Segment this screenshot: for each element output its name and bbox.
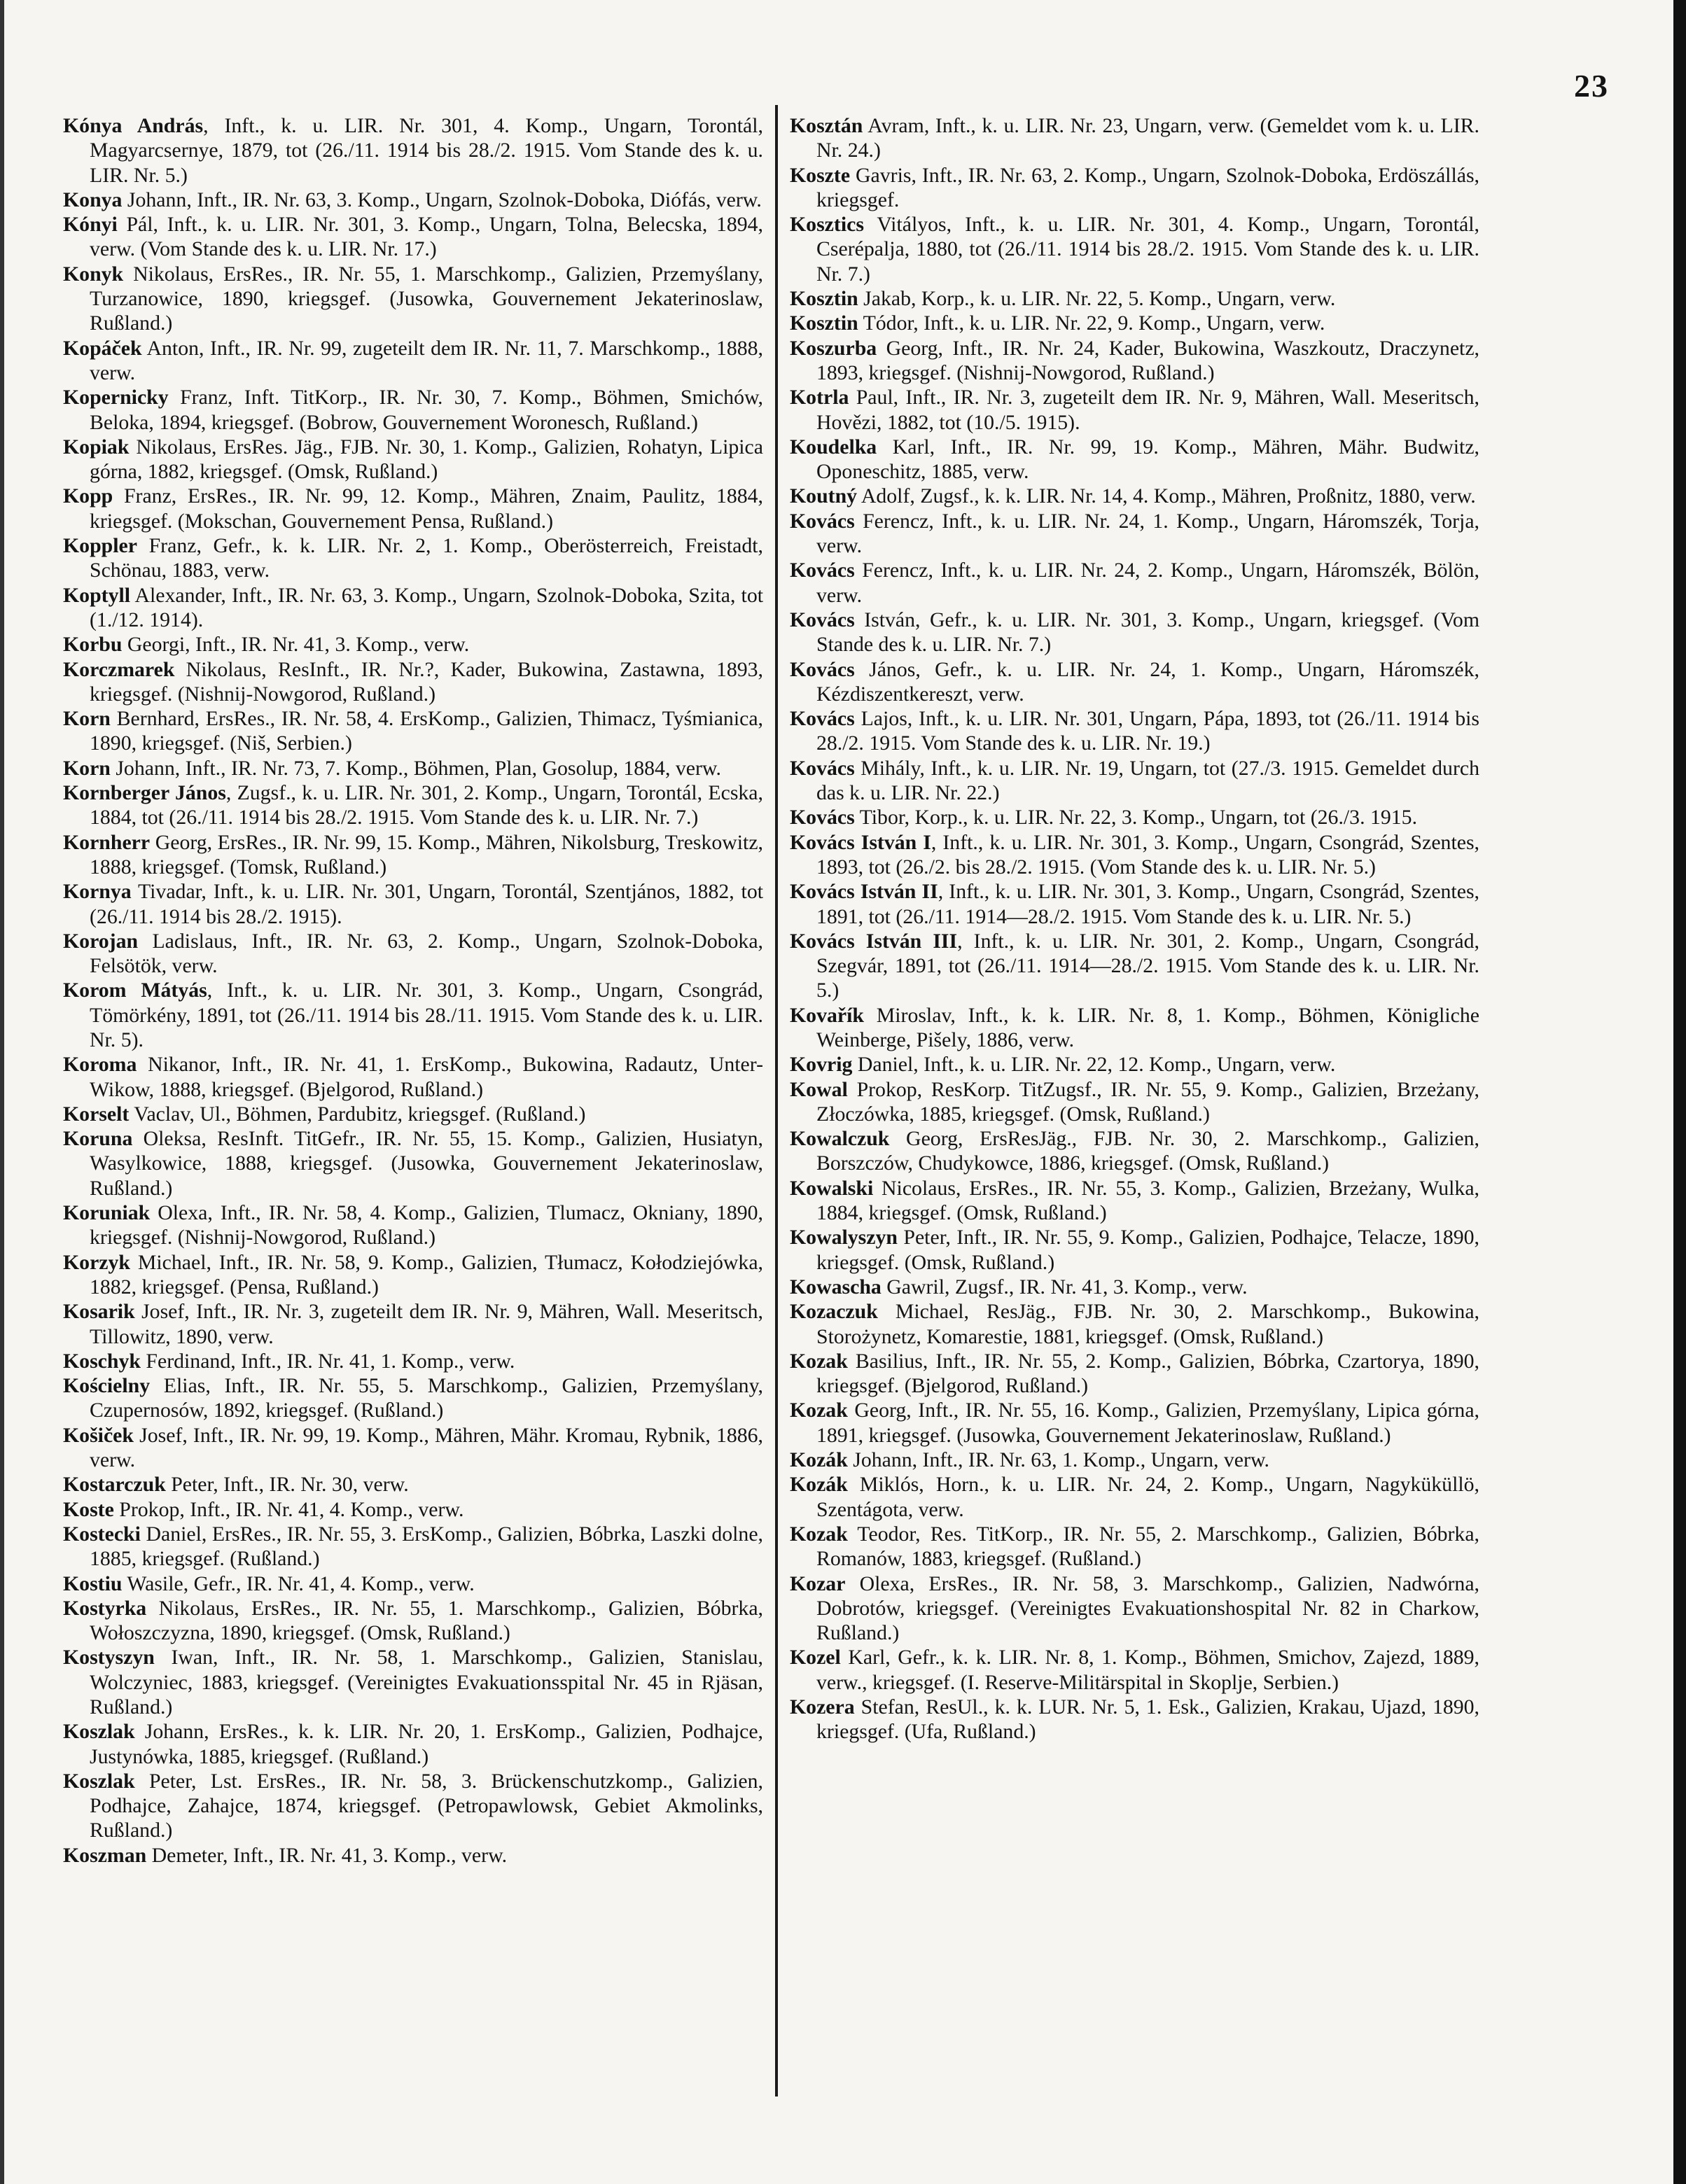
entry-details: Lajos, Inft., k. u. LIR. Nr. 301, Ungarn, Pápa, 1893, tot (26./11. 1914 bis 28./2. 1915. Vom Stande des k. u. LIR. Nr. 19.) bbox=[816, 707, 1479, 755]
entry-surname: Kozera bbox=[790, 1695, 855, 1718]
entry-surname: Kozak bbox=[790, 1522, 848, 1546]
casualty-entry bbox=[63, 706, 763, 756]
entry-surname: Korczmarek bbox=[63, 657, 175, 681]
entry-details: Peter, Inft., IR. Nr. 30, verw. bbox=[165, 1473, 409, 1497]
casualty-entry bbox=[63, 262, 763, 336]
casualty-entry bbox=[790, 1349, 1479, 1399]
entry-surname: Kosarik bbox=[63, 1300, 135, 1324]
entry-surname: Kornberger János bbox=[63, 781, 226, 805]
entry-details: Ladislaus, Inft., IR. Nr. 63, 2. Komp., Ungarn, Szolnok-Doboka, Felsötök, verw. bbox=[90, 929, 763, 978]
column-divider bbox=[775, 105, 778, 2096]
casualty-entry bbox=[63, 830, 763, 880]
entry-details: Prokop, ResKorp. TitZugsf., IR. Nr. 55, 9. Komp., Galizien, Brzeżany, Złoczówka, 1885, kriegsgef. (Omsk, Rußland.) bbox=[816, 1077, 1479, 1126]
casualty-entry bbox=[63, 1299, 763, 1349]
casualty-entry bbox=[63, 1126, 763, 1200]
entry-details: Ferencz, Inft., k. u. LIR. Nr. 24, 1. Komp., Ungarn, Háromszék, Torja, verw. bbox=[816, 509, 1479, 558]
entry-details: Basilius, Inft., IR. Nr. 55, 2. Komp., Galizien, Bóbrka, Czartorya, 1890, kriegsgef. (Bjelgorod, Rußland.) bbox=[816, 1349, 1479, 1398]
entry-surname: Kovařík bbox=[790, 1003, 864, 1027]
entry-details: Alexander, Inft., IR. Nr. 63, 3. Komp., Ungarn, Szolnok-Doboka, Szita, tot (1./12. 1914). bbox=[90, 583, 763, 631]
entry-surname: Koszlak bbox=[63, 1720, 135, 1744]
entry-details: Franz, Inft. TitKorp., IR. Nr. 30, 7. Komp., Böhmen, Smichów, Beloka, 1894, kriegsgef. (Bobrow, Gouvernement Woronesch, Rußland.) bbox=[90, 386, 763, 434]
entry-surname: Kosztics bbox=[790, 213, 864, 237]
casualty-entry bbox=[790, 1472, 1479, 1522]
entry-surname: Konyk bbox=[63, 262, 124, 286]
entry-details: Nikolaus, ResInft., IR. Nr.?, Kader, Bukowina, Zastawna, 1893, kriegsgef. (Nishnij-Nowgorod, Rußland.) bbox=[90, 657, 763, 706]
entry-surname: Kopernicky bbox=[63, 386, 169, 410]
entry-details: Franz, ErsRes., IR. Nr. 99, 12. Komp., Mähren, Znaim, Paulitz, 1884, kriegsgef. (Mokschan, Gouvernement Pensa, Rußland.) bbox=[90, 484, 763, 533]
right-column bbox=[790, 113, 1479, 1744]
entry-details: Josef, Inft., IR. Nr. 3, zugeteilt dem IR. Nr. 9, Mähren, Wall. Meseritsch, Tillowitz, 1890, verw. bbox=[90, 1300, 763, 1348]
entry-details: , Inft., k. u. LIR. Nr. 301, 3. Komp., Ungarn, Csongrád, Szentes, 1891, tot (26./11. 1914—28./2. 1915. Vom Stande des k. u. LIR. Nr. 5.) bbox=[816, 880, 1479, 928]
casualty-entry bbox=[790, 805, 1479, 830]
casualty-entry bbox=[790, 163, 1479, 213]
entry-surname: Kovács István I bbox=[790, 830, 931, 854]
entry-surname: Kovács bbox=[790, 559, 855, 582]
casualty-entry bbox=[790, 1077, 1479, 1127]
entry-surname: Kowalski bbox=[790, 1176, 874, 1200]
entry-details: , Inft., k. u. LIR. Nr. 301, 3. Komp., Ungarn, Csongrád, Tömörkény, 1891, tot (26./11. 1914 bis 28./11. 1915. Vom Stande des k. u. LIR. Nr. 5). bbox=[90, 979, 763, 1051]
casualty-entry bbox=[790, 1003, 1479, 1053]
left-column bbox=[63, 113, 763, 1868]
entry-surname: Kozak bbox=[790, 1399, 848, 1422]
entry-details: Nicolaus, ErsRes., IR. Nr. 55, 3. Komp., Galizien, Brzeżany, Wulka, 1884, kriegsgef. (Omsk, Rußland.) bbox=[816, 1176, 1479, 1225]
casualty-entry bbox=[63, 336, 763, 386]
entry-surname: Kowascha bbox=[790, 1275, 882, 1298]
casualty-entry bbox=[63, 533, 763, 583]
entry-details: Johann, Inft., IR. Nr. 63, 3. Komp., Ungarn, Szolnok-Doboka, Diófás, verw. bbox=[122, 188, 762, 211]
casualty-entry bbox=[63, 435, 763, 484]
casualty-entry bbox=[790, 1572, 1479, 1646]
entry-details: Oleksa, ResInft. TitGefr., IR. Nr. 55, 15. Komp., Galizien, Husiatyn, Wasylkowice, 1888, kriegsgef. (Jusowka, Gouvernement Jekaterinoslaw, Rußland.) bbox=[90, 1127, 763, 1200]
entry-details: Josef, Inft., IR. Nr. 99, 19. Komp., Mähren, Mähr. Kromau, Rybnik, 1886, verw. bbox=[90, 1423, 763, 1472]
casualty-entry bbox=[790, 706, 1479, 756]
entry-surname: Koszman bbox=[63, 1843, 147, 1867]
casualty-entry bbox=[63, 385, 763, 435]
entry-details: Avram, Inft., k. u. LIR. Nr. 23, Ungarn, verw. (Gemeldet vom k. u. LIR. Nr. 24.) bbox=[816, 114, 1479, 162]
entry-details: , Inft., k. u. LIR. Nr. 301, 2. Komp., Ungarn, Csongrád, Szegvár, 1891, tot (26./11. 1914—28./2. 1915. Vom Stande des k. u. LIR. Nr. 5.) bbox=[816, 929, 1479, 1002]
entry-details: Vitályos, Inft., k. u. LIR. Nr. 301, 4. Komp., Ungarn, Torontál, Cserépalja, 1880, tot (26./11. 1914 bis 28./2. 1915. Vom Stande des k. u. LIR. Nr. 7.) bbox=[816, 213, 1479, 286]
entry-surname: Kovács István II bbox=[790, 880, 938, 904]
entry-surname: Koruniak bbox=[63, 1201, 151, 1225]
entry-surname: Kostyszyn bbox=[63, 1646, 155, 1670]
entry-details: Gavris, Inft., IR. Nr. 63, 2. Komp., Ungarn, Szolnok-Doboka, Erdöszállás, kriegsgef. bbox=[816, 163, 1479, 211]
entry-surname: Kozák bbox=[790, 1448, 848, 1472]
entry-surname: Kovács bbox=[790, 657, 855, 681]
entry-surname: Kovács bbox=[790, 806, 855, 830]
entry-details: Georg, Inft., IR. Nr. 24, Kader, Bukowina, Waszkoutz, Draczynetz, 1893, kriegsgef. (Nishnij-Nowgorod, Rußland.) bbox=[816, 336, 1479, 384]
entry-surname: Korojan bbox=[63, 929, 139, 953]
entry-surname: Koptyll bbox=[63, 583, 131, 607]
entry-surname: Košiček bbox=[63, 1423, 134, 1447]
entry-surname: Kostecki bbox=[63, 1522, 141, 1546]
entry-details: Vaclav, Ul., Böhmen, Pardubitz, kriegsgef. (Rußland.) bbox=[129, 1102, 586, 1126]
entry-details: Bernhard, ErsRes., IR. Nr. 58, 4. ErsKomp., Galizien, Thimacz, Tyśmianica, 1890, kriegsgef. (Niš, Serbien.) bbox=[90, 707, 763, 755]
casualty-entry bbox=[790, 385, 1479, 435]
entry-details: Ferdinand, Inft., IR. Nr. 41, 1. Komp., verw. bbox=[140, 1349, 515, 1373]
entry-surname: Korn bbox=[63, 756, 111, 780]
entry-details: Wasile, Gefr., IR. Nr. 41, 4. Komp., verw. bbox=[122, 1572, 475, 1595]
entry-surname: Kościelny bbox=[63, 1374, 151, 1398]
entry-surname: Kovrig bbox=[790, 1053, 853, 1077]
entry-details: István, Gefr., k. u. LIR. Nr. 301, 3. Komp., Ungarn, kriegsgef. (Vom Stande des k. u. LIR. Nr. 7.) bbox=[816, 608, 1479, 657]
entry-surname: Kotrla bbox=[790, 386, 849, 410]
entry-details: Georgi, Inft., IR. Nr. 41, 3. Komp., verw. bbox=[122, 633, 470, 657]
entry-details: Nikolaus, ErsRes., IR. Nr. 55, 1. Marschkomp., Galizien, Przemyślany, Turzanowice, 1890, kriegsgef. (Jusowka, Gouvernement Jekaterinoslaw, Rußland.) bbox=[90, 262, 763, 335]
casualty-entry bbox=[63, 1719, 763, 1769]
entry-surname: Kopáček bbox=[63, 336, 142, 360]
casualty-entry bbox=[790, 1398, 1479, 1448]
casualty-entry bbox=[790, 286, 1479, 311]
casualty-entry bbox=[790, 1126, 1479, 1176]
casualty-entry bbox=[790, 756, 1479, 806]
entry-details: Georg, ErsRes., IR. Nr. 99, 15. Komp., Mähren, Nikolsburg, Treskowitz, 1888, kriegsgef. (Tomsk, Rußland.) bbox=[90, 830, 763, 878]
entry-surname: Kónya András bbox=[63, 114, 204, 137]
entry-surname: Kopp bbox=[63, 484, 113, 508]
entry-surname: Kowalyszyn bbox=[790, 1226, 898, 1250]
entry-details: Tibor, Korp., k. u. LIR. Nr. 22, 3. Komp., Ungarn, tot (26./3. 1915. bbox=[854, 806, 1418, 830]
entry-details: János, Gefr., k. u. LIR. Nr. 24, 1. Komp., Ungarn, Háromszék, Kézdiszentkereszt, verw. bbox=[816, 657, 1479, 706]
entry-surname: Kozel bbox=[790, 1646, 841, 1670]
entry-surname: Kozak bbox=[790, 1349, 848, 1373]
casualty-entry bbox=[63, 1052, 763, 1102]
casualty-entry bbox=[63, 484, 763, 533]
casualty-entry bbox=[790, 1052, 1479, 1077]
entry-surname: Kowalczuk bbox=[790, 1127, 890, 1151]
entry-details: Paul, Inft., IR. Nr. 3, zugeteilt dem IR. Nr. 9, Mähren, Wall. Meseritsch, Hovězi, 1882, tot (10./5. 1915). bbox=[816, 386, 1479, 434]
casualty-entry bbox=[63, 1843, 763, 1868]
casualty-entry bbox=[63, 583, 763, 633]
entry-surname: Korselt bbox=[63, 1102, 130, 1126]
casualty-entry bbox=[63, 780, 763, 830]
entry-surname: Koszte bbox=[790, 163, 851, 187]
entry-surname: Kostiu bbox=[63, 1572, 123, 1595]
scan-edge-left bbox=[0, 0, 4, 2184]
entry-details: Adolf, Zugsf., k. k. LIR. Nr. 14, 4. Komp., Mähren, Proßnitz, 1880, verw. bbox=[857, 484, 1476, 508]
casualty-entry bbox=[63, 1250, 763, 1300]
entry-surname: Kornya bbox=[63, 880, 132, 904]
casualty-entry bbox=[63, 1200, 763, 1250]
entry-surname: Kosztán bbox=[790, 114, 863, 137]
casualty-entry bbox=[63, 756, 763, 780]
entry-details: Demeter, Inft., IR. Nr. 41, 3. Komp., verw. bbox=[146, 1843, 508, 1867]
entry-surname: Korzyk bbox=[63, 1250, 130, 1274]
entry-details: Johann, Inft., IR. Nr. 73, 7. Komp., Böhmen, Plan, Gosolup, 1884, verw. bbox=[110, 756, 721, 780]
casualty-entry bbox=[790, 484, 1479, 508]
casualty-entry bbox=[63, 929, 763, 979]
entry-details: Elias, Inft., IR. Nr. 55, 5. Marschkomp., Galizien, Przemyślany, Czupernosów, 1892, kriegsgef. (Rußland.) bbox=[90, 1374, 763, 1422]
entry-surname: Kosztin bbox=[790, 287, 858, 311]
casualty-entry bbox=[63, 1769, 763, 1843]
casualty-entry bbox=[790, 1299, 1479, 1349]
casualty-entry bbox=[790, 1225, 1479, 1275]
casualty-entry bbox=[63, 1423, 763, 1473]
entry-details: Jakab, Korp., k. u. LIR. Nr. 22, 5. Komp., Ungarn, verw. bbox=[858, 287, 1336, 311]
entry-surname: Koruna bbox=[63, 1127, 133, 1151]
casualty-entry bbox=[63, 1373, 763, 1423]
entry-surname: Kovács István III bbox=[790, 929, 958, 953]
casualty-entry bbox=[63, 657, 763, 707]
entry-surname: Kovács bbox=[790, 707, 855, 731]
entry-details: Tódor, Inft., k. u. LIR. Nr. 22, 9. Komp., Ungarn, verw. bbox=[858, 312, 1325, 335]
entry-details: , Zugsf., k. u. LIR. Nr. 301, 2. Komp., Ungarn, Torontál, Ecska, 1884, tot (26./11. 1914 bis 28./2. 1915. Vom Stande des k. u. LIR. Nr. 7.) bbox=[90, 781, 763, 830]
casualty-entry bbox=[63, 1522, 763, 1572]
casualty-entry bbox=[63, 1572, 763, 1596]
entry-details: Daniel, ErsRes., IR. Nr. 55, 3. ErsKomp., Galizien, Bóbrka, Laszki dolne, 1885, kriegsgef. (Rußland.) bbox=[90, 1522, 763, 1571]
casualty-entry bbox=[63, 1596, 763, 1646]
entry-details: Georg, Inft., IR. Nr. 55, 16. Komp., Galizien, Przemyślany, Lipica górna, 1891, kriegsgef. (Jusowka, Gouvernement Jekaterinoslaw, Rußland.) bbox=[816, 1399, 1479, 1447]
entry-details: Ferencz, Inft., k. u. LIR. Nr. 24, 2. Komp., Ungarn, Háromszék, Bölön, verw. bbox=[816, 559, 1479, 607]
entry-details: , Inft., k. u. LIR. Nr. 301, 4. Komp., Ungarn, Torontál, Magyarcsernye, 1879, tot (26./11. 1914 bis 28./2. 1915. Vom Stande des k. u. LIR. Nr. 5.) bbox=[90, 114, 763, 187]
entry-details: Gawril, Zugsf., IR. Nr. 41, 3. Komp., verw. bbox=[881, 1275, 1248, 1298]
casualty-entry bbox=[790, 1448, 1479, 1472]
casualty-entry bbox=[790, 830, 1479, 880]
scan-edge-right bbox=[1673, 0, 1686, 2184]
casualty-entry bbox=[63, 212, 763, 262]
entry-details: Johann, Inft., IR. Nr. 63, 1. Komp., Ungarn, verw. bbox=[847, 1448, 1269, 1472]
casualty-entry bbox=[63, 632, 763, 657]
entry-surname: Korom Mátyás bbox=[63, 979, 207, 1002]
entry-surname: Koroma bbox=[63, 1053, 137, 1077]
entry-details: Olexa, ErsRes., IR. Nr. 58, 3. Marschkomp., Galizien, Nadwórna, Dobrotów, kriegsgef. (Vereinigtes Evakuationshospital Nr. 82 in Charkow, Rußland.) bbox=[816, 1572, 1479, 1645]
entry-surname: Koschyk bbox=[63, 1349, 141, 1373]
entry-details: Teodor, Res. TitKorp., IR. Nr. 55, 2. Marschkomp., Galizien, Bóbrka, Romanów, 1883, kriegsgef. (Rußland.) bbox=[816, 1522, 1479, 1571]
page-number: 23 bbox=[1574, 68, 1609, 104]
casualty-entry bbox=[790, 1522, 1479, 1572]
casualty-entry bbox=[790, 879, 1479, 929]
entry-surname: Kowal bbox=[790, 1077, 848, 1101]
entry-details: Karl, Inft., IR. Nr. 99, 19. Komp., Mähren, Mähr. Budwitz, Oponeschitz, 1885, verw. bbox=[816, 435, 1479, 484]
casualty-entry bbox=[790, 1645, 1479, 1695]
entry-surname: Koudelka bbox=[790, 435, 877, 458]
entry-details: Tivadar, Inft., k. u. LIR. Nr. 301, Ungarn, Torontál, Szentjános, 1882, tot (26./11. 1914 bis 28./2. 1915). bbox=[90, 880, 763, 928]
entry-details: Olexa, Inft., IR. Nr. 58, 4. Komp., Galizien, Tlumacz, Okniany, 1890, kriegsgef. (Nishnij-Nowgorod, Rußland.) bbox=[90, 1201, 763, 1250]
entry-details: Mihály, Inft., k. u. LIR. Nr. 19, Ungarn, tot (27./3. 1915. Gemeldet durch das k. u. LIR. Nr. 22.) bbox=[816, 756, 1479, 805]
casualty-entry bbox=[63, 188, 763, 212]
casualty-entry bbox=[790, 1275, 1479, 1299]
casualty-entry bbox=[63, 978, 763, 1052]
entry-surname: Konya bbox=[63, 188, 123, 211]
casualty-entry bbox=[790, 558, 1479, 608]
casualty-entry bbox=[790, 336, 1479, 386]
casualty-entry bbox=[63, 113, 763, 188]
entry-surname: Korbu bbox=[63, 633, 123, 657]
entry-surname: Kozák bbox=[790, 1473, 848, 1497]
casualty-entry bbox=[790, 657, 1479, 707]
casualty-entry bbox=[790, 435, 1479, 484]
casualty-entry bbox=[63, 1349, 763, 1373]
entry-surname: Kónyi bbox=[63, 213, 118, 237]
entry-surname: Kopiak bbox=[63, 435, 130, 458]
casualty-entry bbox=[790, 608, 1479, 657]
casualty-entry bbox=[790, 212, 1479, 286]
entry-surname: Kosztin bbox=[790, 312, 858, 335]
entry-details: Karl, Gefr., k. k. LIR. Nr. 8, 1. Komp., Böhmen, Smichov, Zajezd, 1889, verw., kriegsgef. (I. Reserve-Militärspital in Skoplje, Serbien.) bbox=[816, 1646, 1479, 1694]
entry-surname: Kostarczuk bbox=[63, 1473, 166, 1497]
casualty-entry bbox=[63, 879, 763, 929]
casualty-entry bbox=[63, 1645, 763, 1719]
entry-surname: Koszurba bbox=[790, 336, 877, 360]
entry-details: Miklós, Horn., k. u. LIR. Nr. 24, 2. Komp., Ungarn, Nagyküküllö, Szentágota, verw. bbox=[816, 1473, 1479, 1521]
entry-surname: Kovács bbox=[790, 608, 855, 631]
entry-surname: Korn bbox=[63, 707, 111, 731]
entry-details: Daniel, Inft., k. u. LIR. Nr. 22, 12. Komp., Ungarn, verw. bbox=[852, 1053, 1336, 1077]
casualty-entry bbox=[790, 311, 1479, 335]
entry-details: Peter, Lst. ErsRes., IR. Nr. 58, 3. Brückenschutzkomp., Galizien, Podhajce, Zahajce, 1874, kriegsgef. (Petropawlowsk, Gebiet Akmolinks, Rußland.) bbox=[90, 1769, 763, 1842]
entry-details: Prokop, Inft., IR. Nr. 41, 4. Komp., verw. bbox=[113, 1497, 464, 1521]
entry-surname: Koste bbox=[63, 1497, 114, 1521]
entry-details: Michael, Inft., IR. Nr. 58, 9. Komp., Galizien, Tłumacz, Kołodziejówka, 1882, kriegsgef. (Pensa, Rußland.) bbox=[90, 1250, 763, 1298]
casualty-entry bbox=[63, 1497, 763, 1522]
entry-details: Anton, Inft., IR. Nr. 99, zugeteilt dem IR. Nr. 11, 7. Marschkomp., 1888, verw. bbox=[90, 336, 763, 384]
entry-surname: Kovács bbox=[790, 509, 855, 533]
entry-details: Nikanor, Inft., IR. Nr. 41, 1. ErsKomp., Bukowina, Radautz, Unter-Wikow, 1888, kriegsgef. (Bjelgorod, Rußland.) bbox=[90, 1053, 763, 1101]
casualty-entry bbox=[63, 1472, 763, 1497]
casualty-entry bbox=[790, 1695, 1479, 1744]
entry-details: , Inft., k. u. LIR. Nr. 301, 3. Komp., Ungarn, Csongrád, Szentes, 1893, tot (26./2. bis 28./2. 1915. (Vom Stande des k. u. LIR. Nr. 5.) bbox=[816, 830, 1479, 878]
entry-details: Johann, ErsRes., k. k. LIR. Nr. 20, 1. ErsKomp., Galizien, Podhajce, Justynówka, 1885, kriegsgef. (Rußland.) bbox=[90, 1720, 763, 1768]
entry-details: Michael, ResJäg., FJB. Nr. 30, 2. Marschkomp., Bukowina, Storożynetz, Komarestie, 1881, kriegsgef. (Omsk, Rußland.) bbox=[816, 1300, 1479, 1348]
casualty-entry bbox=[790, 113, 1479, 163]
entry-surname: Koppler bbox=[63, 534, 137, 558]
entry-surname: Kozaczuk bbox=[790, 1300, 878, 1324]
entry-surname: Koszlak bbox=[63, 1769, 135, 1793]
casualty-entry bbox=[790, 509, 1479, 559]
entry-details: Nikolaus, ErsRes., IR. Nr. 55, 1. Marschkomp., Galizien, Bóbrka, Wołoszczyzna, 1890, kriegsgef. (Omsk, Rußland.) bbox=[90, 1596, 763, 1645]
entry-details: Peter, Inft., IR. Nr. 55, 9. Komp., Galizien, Podhajce, Telacze, 1890, kriegsgef. (Omsk, Rußland.) bbox=[816, 1226, 1479, 1274]
entry-surname: Kovács bbox=[790, 756, 855, 780]
entry-details: Nikolaus, ErsRes. Jäg., FJB. Nr. 30, 1. Komp., Galizien, Rohatyn, Lipica górna, 1882, kriegsgef. (Omsk, Rußland.) bbox=[90, 435, 763, 484]
entry-surname: Koutný bbox=[790, 484, 858, 508]
casualty-entry bbox=[790, 929, 1479, 1003]
entry-details: Franz, Gefr., k. k. LIR. Nr. 2, 1. Komp., Oberösterreich, Freistadt, Schönau, 1883, verw. bbox=[90, 534, 763, 582]
entry-surname: Kornherr bbox=[63, 830, 151, 854]
entry-details: Georg, ErsResJäg., FJB. Nr. 30, 2. Marschkomp., Galizien, Borszczów, Chudykowce, 1886, kriegsgef. (Omsk, Rußland.) bbox=[816, 1127, 1479, 1175]
entry-details: Stefan, ResUl., k. k. LUR. Nr. 5, 1. Esk., Galizien, Krakau, Ujazd, 1890, kriegsgef. (Ufa, Rußland.) bbox=[816, 1695, 1479, 1744]
entry-details: Iwan, Inft., IR. Nr. 58, 1. Marschkomp., Galizien, Stanislau, Wolczyniec, 1883, kriegsgef. (Vereinigtes Evakuationsspital Nr. 45 in Rjäsan, Rußland.) bbox=[90, 1646, 763, 1718]
casualty-entry bbox=[790, 1176, 1479, 1226]
casualty-entry bbox=[63, 1102, 763, 1126]
entry-details: Miroslav, Inft., k. k. LIR. Nr. 8, 1. Komp., Böhmen, Königliche Weinberge, Pišely, 1886, verw. bbox=[816, 1003, 1479, 1051]
entry-surname: Kostyrka bbox=[63, 1596, 147, 1620]
entry-details: Pál, Inft., k. u. LIR. Nr. 301, 3. Komp., Ungarn, Tolna, Belecska, 1894, verw. (Vom Stande des k. u. LIR. Nr. 17.) bbox=[90, 213, 763, 261]
entry-surname: Kozar bbox=[790, 1572, 846, 1595]
